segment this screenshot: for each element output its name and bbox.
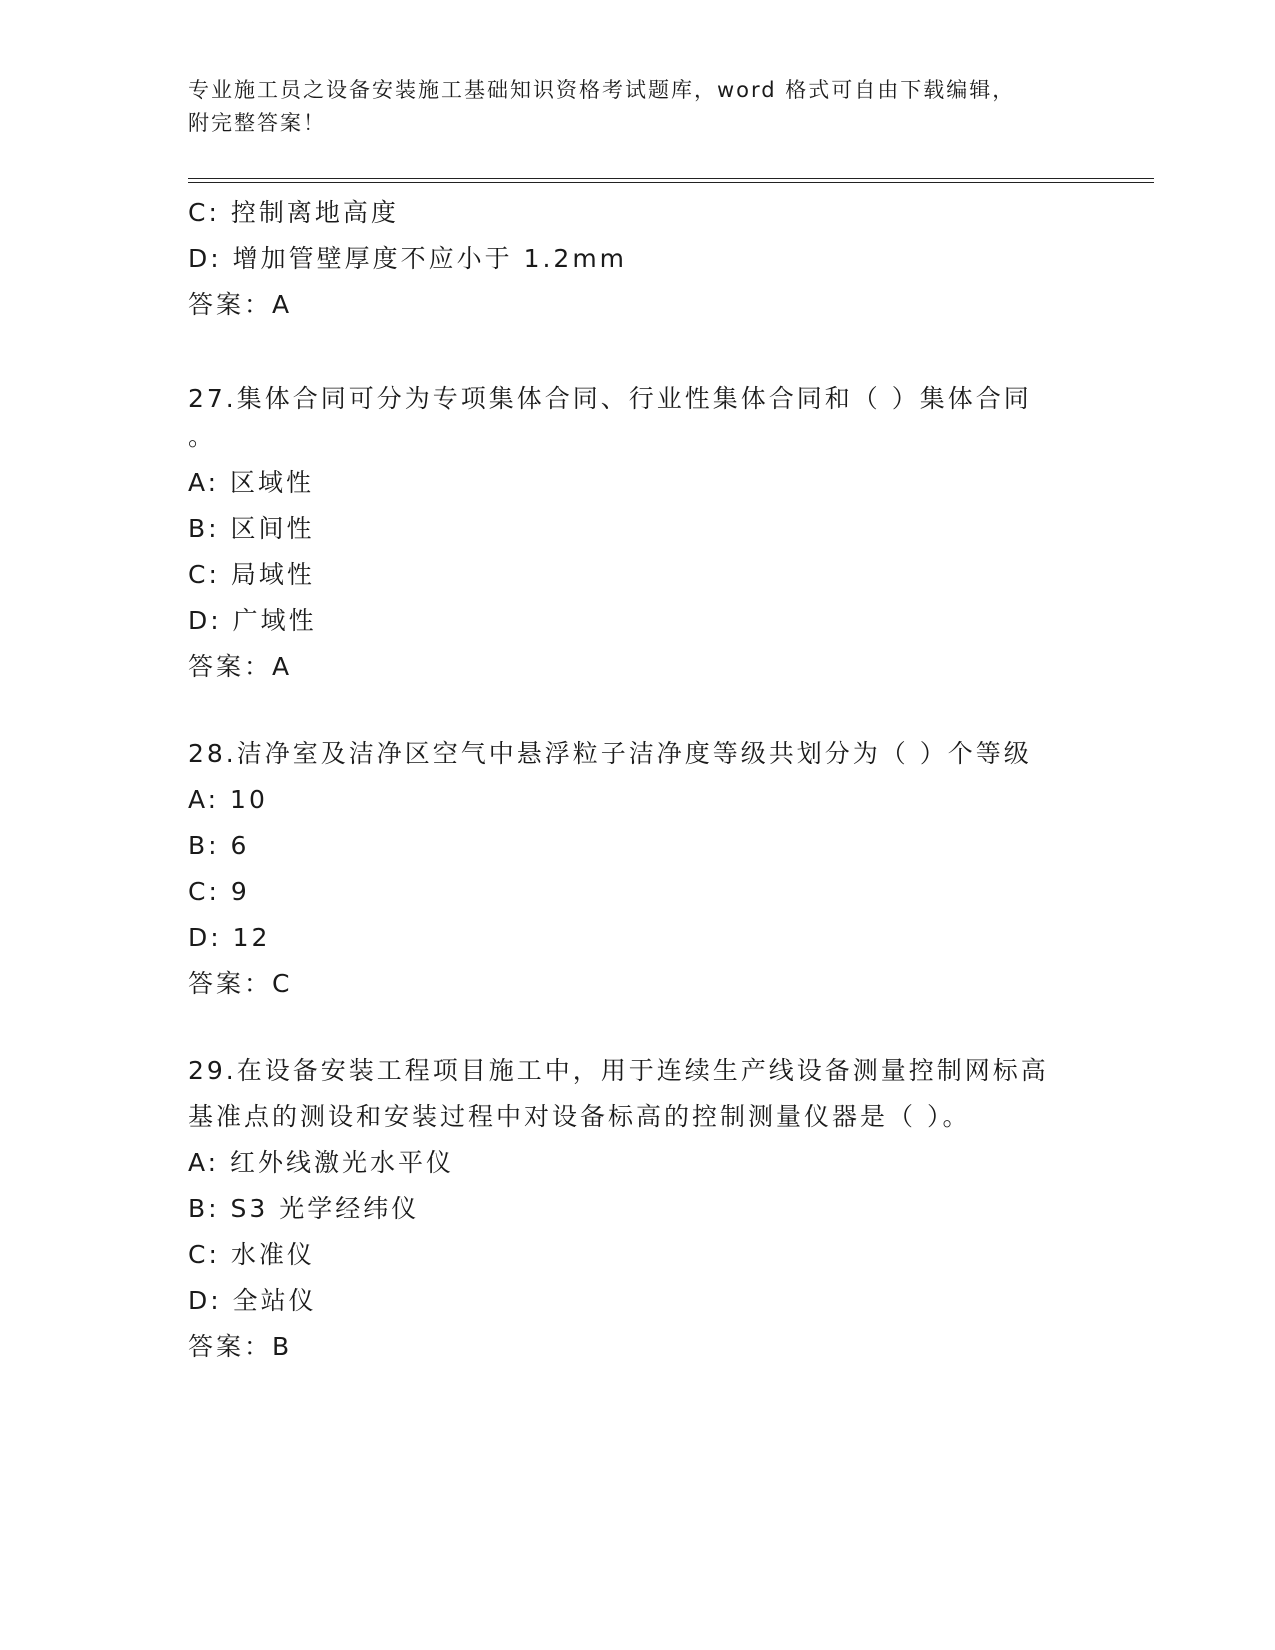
- option-a: A: 区域性: [188, 468, 315, 497]
- question-list: [188, 190, 1068, 1370]
- question-stem: 27.集体合同可分为专项集体合同、行业性集体合同和（ ）集体合同: [188, 384, 1032, 413]
- question-stem-continued: 基准点的测设和安装过程中对设备标高的控制测量仪器是（ ）。: [188, 1102, 971, 1131]
- document-header: [188, 74, 1068, 140]
- question-stem-continued: 。: [188, 422, 217, 451]
- option-c: C: 局域性: [188, 560, 315, 589]
- option-a: A: 10: [188, 785, 268, 814]
- option-a: A: 红外线激光水平仪: [188, 1148, 455, 1177]
- option-b: B: S3 光学经纬仪: [188, 1194, 420, 1223]
- previous-question-tail: [188, 190, 1068, 328]
- answer-line: 答案：A: [188, 290, 293, 319]
- question-29: [188, 1048, 1068, 1370]
- option-b: B: 6: [188, 831, 250, 860]
- option-d: D: 广域性: [188, 606, 317, 635]
- option-c: C: 水准仪: [188, 1240, 315, 1269]
- option-c: C: 控制离地高度: [188, 198, 399, 227]
- spacer: [188, 690, 1068, 731]
- spacer: [188, 1007, 1068, 1048]
- option-d: D: 全站仪: [188, 1286, 317, 1315]
- header-title-line-1: 专业施工员之设备安装施工基础知识资格考试题库，word 格式可自由下载编辑，: [188, 78, 1016, 102]
- header-title-line-2: 附完整答案！: [188, 111, 326, 135]
- question-stem: 28.洁净室及洁净区空气中悬浮粒子洁净度等级共划分为（ ）个等级: [188, 739, 1032, 768]
- option-d: D: 12: [188, 923, 271, 952]
- option-d: D: 增加管壁厚度不应小于 1.2mm: [188, 244, 628, 273]
- question-stem: 29.在设备安装工程项目施工中，用于连续生产线设备测量控制网标高: [188, 1056, 1049, 1085]
- option-b: B: 区间性: [188, 514, 315, 543]
- header-divider: [188, 178, 1154, 183]
- option-c: C: 9: [188, 877, 250, 906]
- answer-line: 答案：B: [188, 1332, 293, 1361]
- answer-line: 答案：A: [188, 652, 293, 681]
- answer-line: 答案：C: [188, 969, 293, 998]
- question-28: [188, 731, 1068, 1007]
- question-27: [188, 376, 1068, 690]
